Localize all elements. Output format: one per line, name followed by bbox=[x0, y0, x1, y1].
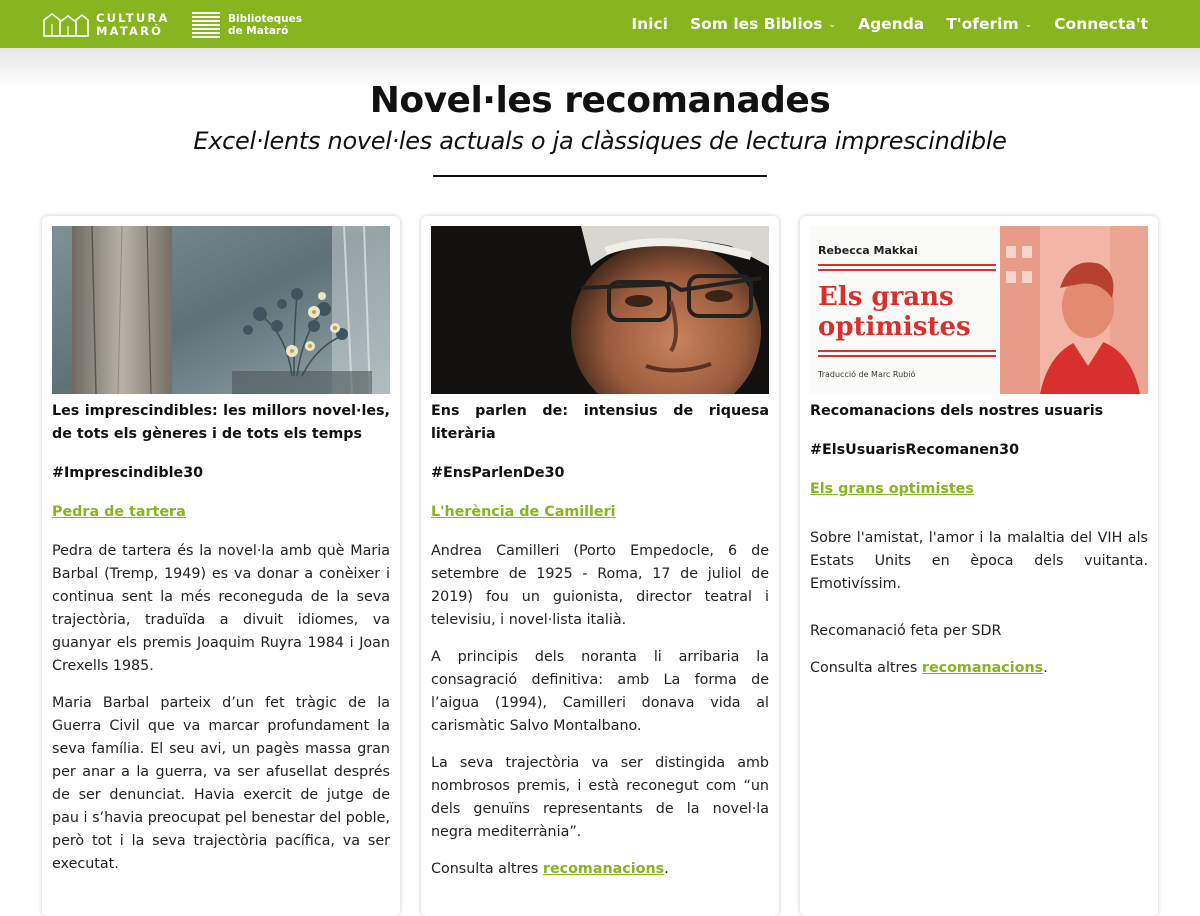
page-title: Novel·les recomanades bbox=[369, 80, 831, 121]
card-hashtag: #EnsParlenDe30 bbox=[431, 465, 565, 481]
book-link-herencia-de-camilleri[interactable]: L'herència de Camilleri bbox=[431, 504, 616, 520]
card-paragraph: A principis dels noranta li arribaria la consagració definitiva: amb La forma de l’aigua (1994), Camilleri donava vida al carismàtic Salvo Montalbano. bbox=[431, 649, 769, 734]
card-footer bbox=[431, 858, 769, 881]
biblioteques-logo[interactable] bbox=[192, 11, 302, 39]
book-cover-photo bbox=[1000, 226, 1148, 394]
card-hashtag: #Imprescindible30 bbox=[52, 465, 204, 481]
cultura-logo-line2: MATARÓ bbox=[96, 24, 164, 38]
book-link-els-grans-optimistes[interactable]: Els grans optimistes bbox=[810, 481, 974, 497]
footer-prefix: Consulta altres bbox=[431, 861, 543, 877]
cover-title bbox=[818, 282, 971, 342]
menu-item-label: Som les Biblios bbox=[690, 15, 823, 33]
cultura-mataro-logo[interactable] bbox=[42, 12, 170, 38]
card-heading: Les imprescindibles: les millors novel·les, de tots els gèneres i de tots els temps bbox=[52, 403, 390, 442]
cultura-logo-line1: CULTURA bbox=[96, 11, 170, 25]
card-recomanacions-usuaris bbox=[800, 216, 1158, 916]
card-heading: Recomanacions dels nostres usuaris bbox=[810, 403, 1104, 419]
recomanacions-link[interactable]: recomanacions bbox=[542, 861, 665, 877]
title-divider bbox=[433, 175, 767, 177]
cover-rule bbox=[818, 355, 996, 357]
book-link-pedra-de-tartera[interactable]: Pedra de tartera bbox=[52, 504, 186, 520]
menu-item-label: Inici bbox=[631, 15, 668, 33]
menu-item-label: Connecta't bbox=[1054, 15, 1148, 33]
card-paragraph: Maria Barbal parteix d’un fet tràgic de la Guerra Civil que va marcar profundament la seva família. El seu avi, un pagès massa gran per anar a la guerra, va ser afusellat després de ser denunciat. Havia exercit de jutge de pau i s’havia preocupat pel benestar del poble, però tot i la seva trajectòria pacífica, va ser executat. bbox=[52, 695, 390, 872]
chevron-down-icon: ⌄ bbox=[1024, 20, 1033, 30]
card-paragraph: Sobre l'amistat, l'amor i la malaltia del VIH als Estats Units en època dels vuitanta. Emotivíssim. bbox=[810, 530, 1148, 592]
cover-title-line1: Els grans bbox=[818, 282, 954, 312]
card-paragraph: Andrea Camilleri (Porto Empedocle, 6 de setembre de 1925 - Roma, 17 de juliol de 2019) fou un guionista, director teatral i televisiu, i novel·lista italià. bbox=[431, 543, 769, 628]
top-navbar bbox=[0, 0, 1200, 48]
card-paragraph: La seva trajectòria va ser distingida amb nombrosos premis, i està reconegut com “un dels genuïns representants de la novel·la negra mediterrània”. bbox=[431, 755, 769, 840]
cover-author: Rebecca Makkai bbox=[818, 244, 918, 257]
footer-suffix: . bbox=[1043, 660, 1048, 676]
menu-item-agenda[interactable] bbox=[858, 15, 924, 33]
chevron-down-icon: ⌄ bbox=[828, 20, 837, 30]
cover-translator: Traducció de Marc Rubió bbox=[818, 370, 916, 379]
page-subtitle: Excel·lents novel·les actuals o ja clàssiques de lectura imprescindible bbox=[193, 127, 1007, 155]
footer-suffix: . bbox=[664, 861, 669, 877]
menu-item-inici[interactable] bbox=[631, 15, 668, 33]
cultura-logo-text bbox=[96, 12, 170, 38]
card-body bbox=[52, 400, 390, 890]
cover-title-line2: optimistes bbox=[818, 312, 971, 342]
card-body bbox=[431, 400, 769, 895]
card-paragraph: Recomanació feta per SDR bbox=[810, 623, 1002, 639]
menu-item-connectat[interactable] bbox=[1054, 15, 1148, 33]
book-cover-text-panel bbox=[810, 226, 1000, 394]
main-menu bbox=[631, 0, 1148, 48]
biblioteques-logo-text bbox=[228, 13, 302, 37]
card-ens-parlen-de bbox=[421, 216, 779, 916]
card-footer bbox=[810, 657, 1148, 680]
card-heading: Ens parlen de: intensius de riquesa literària bbox=[431, 403, 769, 442]
menu-item-som-les-biblios[interactable] bbox=[690, 15, 836, 33]
cultura-logo-icon bbox=[42, 12, 90, 38]
biblio-logo-line1: Biblioteques bbox=[228, 13, 303, 25]
flowers-image bbox=[52, 226, 390, 394]
cover-rule bbox=[818, 264, 996, 266]
recomanacions-link[interactable]: recomanacions bbox=[921, 660, 1044, 676]
camilleri-portrait bbox=[431, 226, 769, 394]
card-body bbox=[810, 400, 1148, 694]
menu-item-label: T'oferim bbox=[946, 15, 1019, 33]
cover-rule bbox=[818, 350, 996, 352]
card-image-flowers bbox=[52, 226, 390, 394]
cover-rule bbox=[818, 269, 996, 271]
card-imprescindibles bbox=[42, 216, 400, 916]
card-hashtag: #ElsUsuarisRecomanen30 bbox=[810, 442, 1020, 458]
footer-prefix: Consulta altres bbox=[810, 660, 922, 676]
card-image-camilleri bbox=[431, 226, 769, 394]
biblio-logo-line2: de Mataró bbox=[228, 25, 289, 37]
menu-item-label: Agenda bbox=[858, 15, 925, 33]
menu-item-toferim[interactable] bbox=[946, 15, 1032, 33]
biblioteques-logo-icon bbox=[192, 11, 220, 39]
card-image-book-cover bbox=[810, 226, 1148, 394]
card-paragraph: Pedra de tartera és la novel·la amb què Maria Barbal (Tremp, 1949) es va donar a conèixer i continua sent la més reconeguda de la seva trajectòria, traduïda a divuit idiomes, va guanyar els premis Joaquim Ruyra 1984 i Joan Crexells 1985. bbox=[52, 543, 390, 674]
